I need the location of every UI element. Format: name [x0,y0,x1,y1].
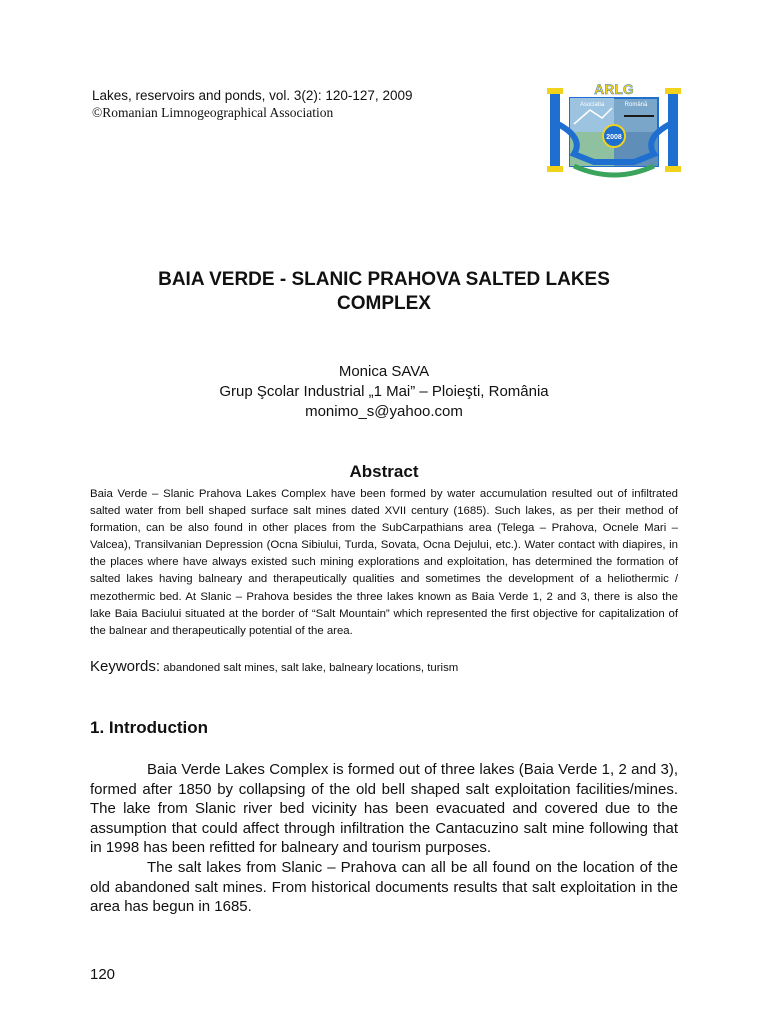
intro-paragraph: The salt lakes from Slanic – Prahova can all be all found on the location of the old abandoned salt mines. From historical documents results that salt exploitation in the area has begun in 1685. [90,858,678,916]
logo-year: 2008 [606,134,622,141]
author-block [90,362,678,422]
keywords-list: abandoned salt mines, salt lake, balneary locations, turism [163,662,459,674]
intro-paragraph: Baia Verde Lakes Complex is formed out of three lakes (Baia Verde 1, 2 and 3), formed after 1850 by collapsing of the old bell shaped salt exploitation facilities/mines. The lake from Slanic river bed vicinity has been evacuated and covered due to the assumption that could affect through infiltration the Cantacuzino salt mine following that in 1998 has been refitted for balneary and tourism purposes. [90,761,678,857]
section-heading-introduction: 1. Introduction [90,718,209,737]
page-number: 120 [90,966,116,983]
journal-copyright: ©Romanian Limnogeographical Association [92,105,334,120]
logo-acronym: ARLG [594,81,634,97]
arlg-logo-graphic [544,80,684,188]
abstract-text: Baia Verde – Slanic Prahova Lakes Complex have been formed by water accumulation resulted out of infiltrated salted water from bell shaped surface salt mines dated XVII century (1685). Such lakes, as per their method of formation, can be also found in other places from the SubCarpathians area (Telega – Prahova, Ocnele Mari – Valcea), Transilvanian Depression (Ocna Sibiului, Turda, Sovata, Ocna Dejului, etc.). Water contact with diapires, in the places where have always existed such mining explorations and exploitation, has determined the formation of salted lakes having balneary and therapeutically qualities and sometimes the development of a heliothermic / mezothermic bed. At Slanic – Prahova besides the three lakes known as Baia Verde 1, 2 and 3, there is also the lake Baia Baciului situated at the border of “Salt Mountain” which represented the first objective for capitalization of the balnear and therapeutically potential of the area. [90,488,678,637]
logo-line1: Asociatia [579,102,605,108]
journal-volume: vol. 3(2): 120-127, 2009 [269,88,413,103]
keywords [90,658,678,675]
journal-citation [92,87,532,121]
journal-name: Lakes, reservoirs and ponds, [92,88,266,103]
author-name: Monica SAVA [338,363,430,380]
title-line-1: BAIA VERDE - SLANIC PRAHOVA SALTED LAKES [158,269,610,290]
paper-title [90,268,678,316]
title-line-2: COMPLEX [337,293,431,314]
arlg-logo [544,80,684,188]
keywords-label: Keywords: [90,658,161,675]
author-email: monimo_s@yahoo.com [305,403,463,420]
author-affiliation: Grup Şcolar Industrial „1 Mai” – Ploieşti, România [219,383,549,400]
left-column [550,92,560,168]
introduction-body [90,760,678,917]
abstract-heading: Abstract [349,462,419,481]
right-column [668,92,678,168]
logo-line2: Română [624,102,648,108]
